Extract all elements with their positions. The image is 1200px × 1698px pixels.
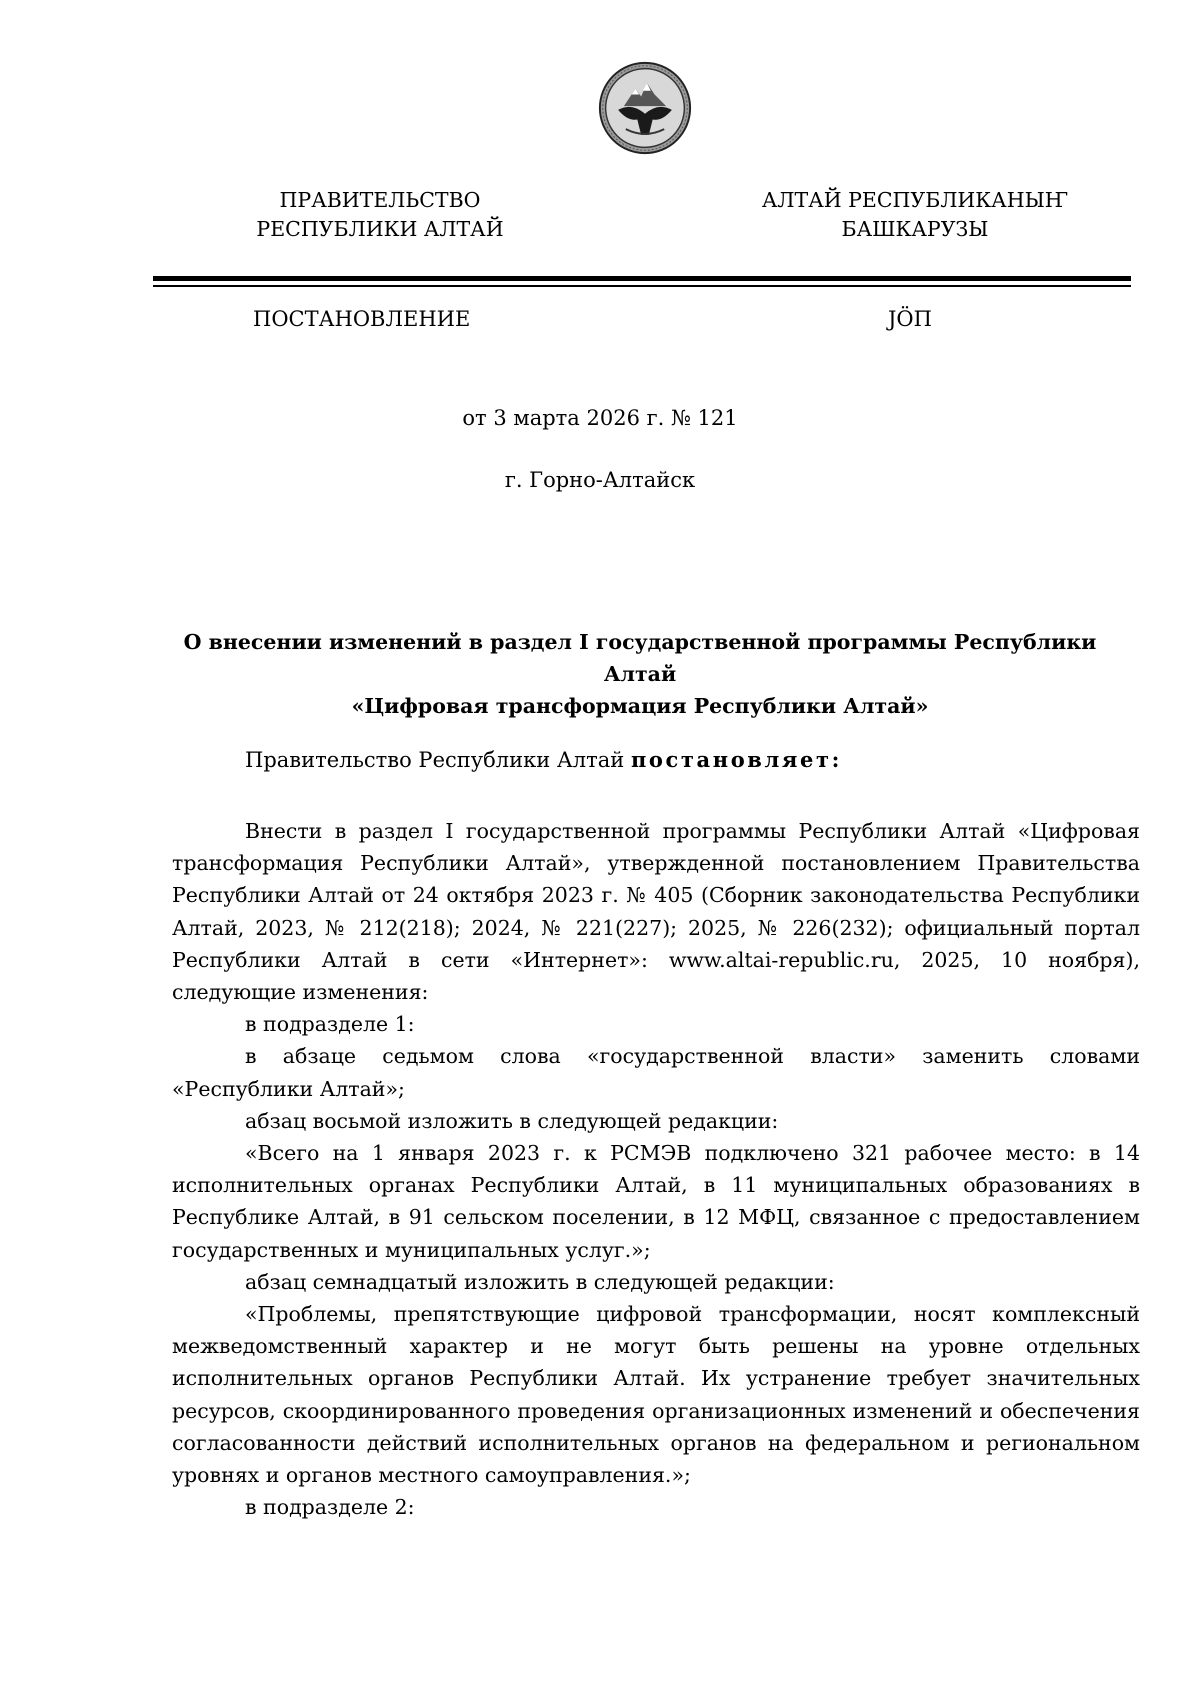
coat-of-arms-emblem-icon (597, 60, 693, 156)
decree-label-russian: ПОСТАНОВЛЕНИЕ (253, 307, 471, 331)
org-line: БАШКАРУЗЫ (841, 217, 989, 241)
header-divider-thick (153, 276, 1131, 281)
header-divider-thin (153, 285, 1131, 287)
body-paragraph: «Проблемы, препятствующие цифровой трансформации, носят комплексный межведомственный характер и не могут быть решены на уровне отдельных исполнительных органов Республики Алтай. Их устранение требует значительных ресурсов, скоординированного проведения организационных изменений и обеспечения согласованности действий исполнительных органов на федеральном и региональном уровнях и органов местного самоуправления.»; (172, 1302, 1140, 1488)
resolution-prefix: Правительство Республики Алтай (245, 748, 631, 772)
org-line: ПРАВИТЕЛЬСТВО (279, 188, 481, 212)
org-line: РЕСПУБЛИКИ АЛТАЙ (256, 217, 504, 241)
document-title (160, 626, 1120, 722)
title-line: О внесении изменений в раздел I государственной программы Республики Алтай (183, 630, 1097, 686)
body-paragraph: абзац восьмой изложить в следующей редакции: (245, 1108, 779, 1133)
body-paragraph: «Всего на 1 января 2023 г. к РСМЭВ подключено 321 рабочее место: в 14 исполнительных органах Республики Алтай, в 11 муниципальных образованиях в Республике Алтай, в 91 сельском поселении, в 12 МФЦ, связанное с предоставлением государственных и муниципальных услуг.»; (172, 1141, 1140, 1262)
body-paragraph: в подразделе 2: (245, 1495, 415, 1520)
org-name-russian (215, 186, 545, 244)
decree-label-altai: JӦП (888, 307, 932, 331)
body-paragraph: абзац семнадцатый изложить в следующей редакции: (245, 1269, 835, 1294)
title-line: «Цифровая трансформация Республики Алтай» (351, 694, 929, 718)
body-paragraph: Внести в раздел I государственной программы Республики Алтай «Цифровая трансформация Республики Алтай», утвержденной постановлением Правительства Республики Алтай от 24 октября 2023 г. № 405 (Сборник законодательства Республики Алтай, 2023, № 212(218); 2024, № 221(227); 2025, № 226(232); официальный портал Республики Алтай в сети «Интернет»: www.altai-republic.ru, 2025, 10 ноября), следующие изменения: (172, 819, 1140, 1005)
body-paragraph: в подразделе 1: (245, 1012, 415, 1037)
org-line: АЛТАЙ РЕСПУБЛИКАНЫҤ (761, 188, 1069, 212)
decree-city: г. Горно-Алтайск (504, 468, 696, 492)
document-body (172, 815, 1140, 1523)
org-name-altai (750, 186, 1080, 244)
decree-date-number: от 3 марта 2026 г. № 121 (462, 406, 738, 430)
resolution-clause (245, 747, 842, 772)
body-paragraph: в абзаце седьмом слова «государственной власти» заменить словами «Республики Алтай»; (172, 1044, 1140, 1101)
resolution-verb: постановляет: (630, 747, 842, 772)
